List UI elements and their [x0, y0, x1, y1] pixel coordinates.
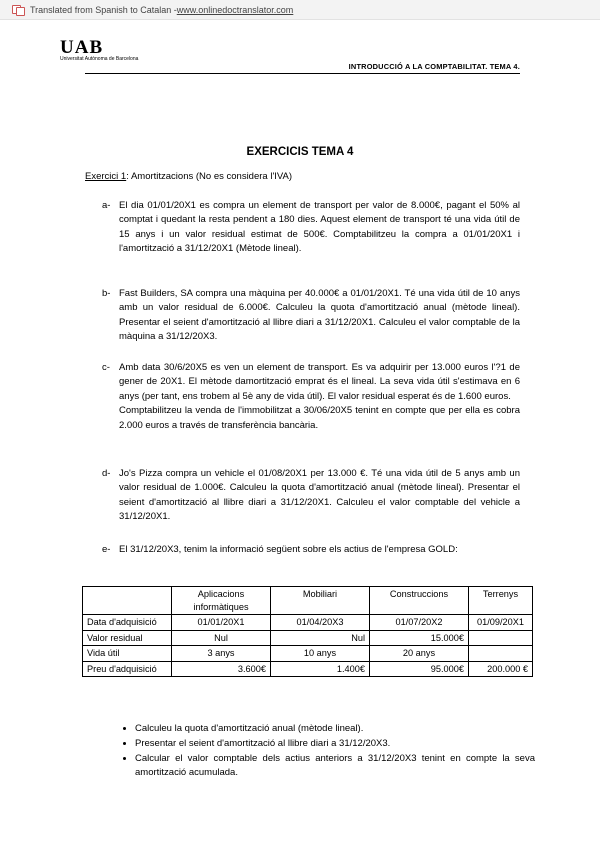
table-cell: 01/07/20X2: [370, 615, 469, 631]
table-header-cell: Construccions: [370, 587, 469, 615]
logo-abbr: UAB: [60, 37, 104, 58]
item-text: Fast Builders, SA compra una màquina per 40.000€ a 01/01/20X1. Té una vida útil de 10 anys amb un valor residual de 6.000€. Calculeu la quota d'amortització anual (mètode lineal). Presentar el seient d'amortització al llibre diari a 31/12/20X1. Calculeu el valor comptable de la màquina a 31/12/20X3.: [119, 288, 520, 343]
item-label: a-: [102, 200, 111, 211]
table-row: [83, 646, 533, 662]
table-cell: 3 anys: [172, 646, 271, 662]
row-label: Preu d'adquisició: [83, 661, 172, 677]
table-header-cell: Terrenys: [469, 587, 533, 615]
item-label: e-: [102, 544, 111, 555]
table-row: [83, 615, 533, 631]
banner-text: Translated from Spanish to Catalan -: [30, 4, 177, 15]
item-label: c-: [102, 362, 110, 373]
item-text: El dia 01/01/20X1 es compra un element de transport per valor de 8.000€, pagant el 50% al comptat i quedant la resta pendent a 180 dies. Aquest element de transport té una vida útil de 15 anys i un valor residual estimat de 500€. Comptabilitzeu la compra a 01/01/20X1 i l'amortització a 31/12/20X1 (Mètode lineal).: [119, 200, 520, 255]
list-item: • Calculeu la quota d'amortització anual (mètode lineal).: [135, 722, 535, 736]
list-item: • Calcular el valor comptable dels actius anteriors a 31/12/20X3 tenint en compte la seva amortització acumulada.: [135, 752, 535, 780]
table-cell: [469, 630, 533, 646]
row-label: Vida útil: [83, 646, 172, 662]
header-divider: [85, 73, 520, 74]
table-header-row: [83, 587, 533, 615]
table-cell: 1.400€: [271, 661, 370, 677]
header-title: INTRODUCCIÓ A LA COMPTABILITAT. TEMA 4.: [348, 62, 520, 71]
item-text: Jo's Pizza compra un vehicle el 01/08/20X1 per 13.000 €. Té una vida útil de 5 anys amb un valor residual de 1.000€. Calculeu la quota d'amortització anual (mètode lineal). Presentar el seient d'amortització al llibre diari a 31/12/20X1. Calculeu el valor comptable del vehicle a 31/12/20X1.: [119, 468, 520, 523]
item-text: El 31/12/20X3, tenim la informació següent sobre els actius de l'empresa GOLD:: [119, 544, 458, 555]
exercise-item-d: [102, 467, 520, 525]
list-item: • Presentar el seient d'amortització al llibre diari a 31/12/20X3.: [135, 737, 535, 751]
table-row: [83, 661, 533, 677]
table-cell: 01/01/20X1: [172, 615, 271, 631]
translate-icon: [12, 5, 24, 14]
table-header-cell: Aplicacions informàtiques: [172, 587, 271, 615]
exercise-item-b: [102, 287, 520, 345]
exercise-item-a: [102, 199, 520, 257]
table-header-cell: Mobiliari: [271, 587, 370, 615]
table-cell: Nul: [271, 630, 370, 646]
banner-link[interactable]: www.onlinedoctranslator.com: [176, 4, 294, 15]
exercise-heading: [85, 171, 292, 182]
table-cell: 10 anys: [271, 646, 370, 662]
row-label: Valor residual: [83, 630, 172, 646]
item-label: d-: [102, 468, 111, 479]
table-cell: 01/04/20X3: [271, 615, 370, 631]
task-list: [113, 722, 535, 781]
table-cell: 15.000€: [370, 630, 469, 646]
uab-logo: [60, 37, 139, 63]
assets-table: [82, 586, 533, 677]
table-header-cell: [83, 587, 172, 615]
table-row: [83, 630, 533, 646]
table-cell: [469, 646, 533, 662]
table-cell: 95.000€: [370, 661, 469, 677]
table-cell: 01/09/20X1: [469, 615, 533, 631]
item-label: b-: [102, 288, 111, 299]
item-text-2: Comptabilitzeu la venda de l'immobilitzat a 30/06/20X5 tenint en compte que per ella es cobra 2.000 euros a través de transferència bancària.: [119, 405, 520, 431]
logo-name: Universitat Autònoma de Barcelona: [60, 56, 139, 62]
table-cell: Nul: [172, 630, 271, 646]
row-label: Data d'adquisició: [83, 615, 172, 631]
exercise-subtitle: : Amortitzacions (No es considera l'IVA): [126, 171, 293, 182]
table-cell: 20 anys: [370, 646, 469, 662]
translation-banner: [0, 0, 600, 20]
exercise-label: Exercici 1: [85, 171, 127, 182]
table-cell: 3.600€: [172, 661, 271, 677]
page-title: EXERCICIS TEMA 4: [246, 146, 354, 158]
item-text: Amb data 30/6/20X5 es ven un element de transport. Es va adquirir per 13.000 euros l'?1 de gener de 20X1. El mètode damortització emprat és el lineal. La seva vida útil s'estimava en 6 anys (per tant, ens trobem al 5è any de vida útil). El valor residual esperat és de 1.600 euros.: [119, 362, 520, 402]
exercise-item-c: [102, 361, 520, 433]
exercise-item-e: [102, 543, 520, 557]
table-cell: 200.000 €: [469, 661, 533, 677]
